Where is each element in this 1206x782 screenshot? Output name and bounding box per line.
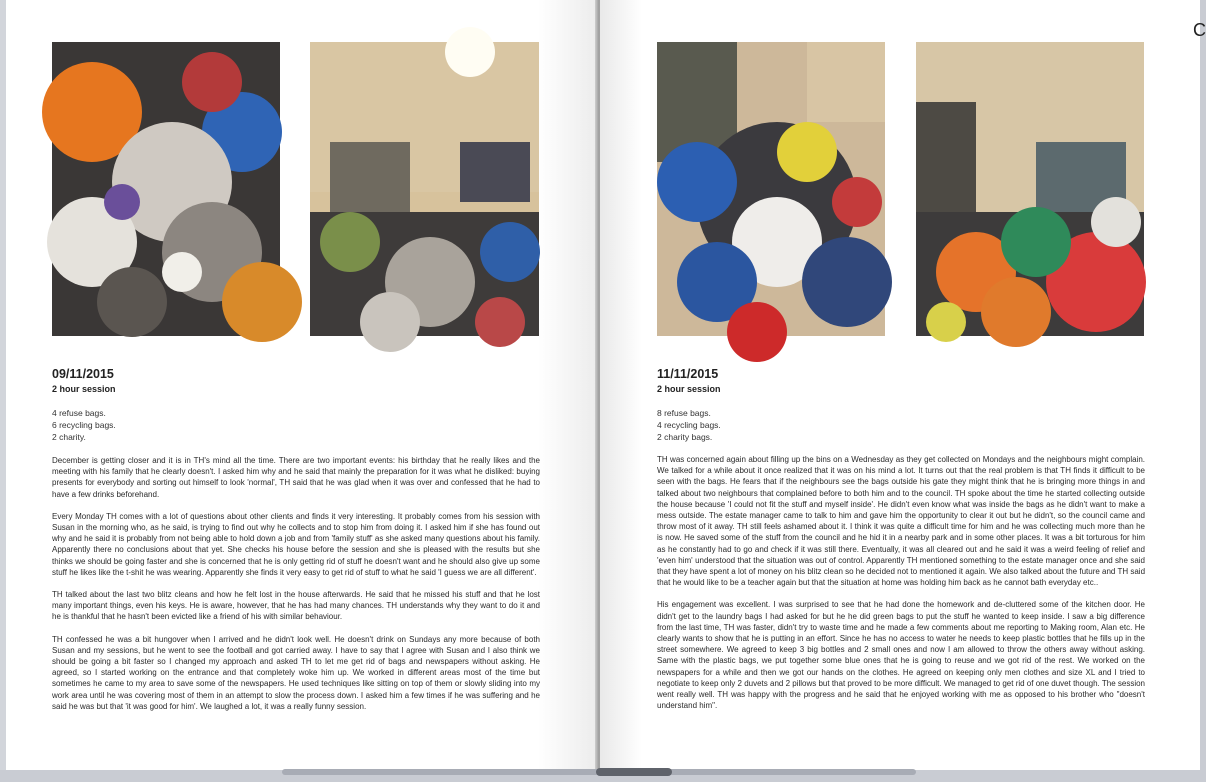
session-length: 2 hour session xyxy=(52,384,116,394)
paragraph: TH talked about the last two blitz cleans and how he felt lost in the house afterwards. He said that he missed his stuff and that he lost many important things, even his keys. He is aware, however, that he has had many chances. TH understands why they want to do it and he is thankful that he hasn't been evicted like a friend of his with similar behaviour. xyxy=(52,590,540,622)
tally-line: 4 refuse bags. xyxy=(52,408,106,418)
left-page xyxy=(6,0,597,770)
tally-line: 2 charity. xyxy=(52,432,86,442)
photo-clutter-closeup xyxy=(52,42,280,336)
photo-clutter-room-middle xyxy=(657,42,885,336)
session-length: 2 hour session xyxy=(657,384,721,394)
photo-clutter-room-left xyxy=(310,42,539,336)
right-page xyxy=(600,0,1206,770)
paragraph: TH was concerned again about filling up the bins on a Wednesday as they get collected on Mondays and the neighbours might complain. We talked for a while about it once realized that it was on his mind a lot. It turns out that the real problem is that TH finds it difficult to be seen with the bags. He fears that if the neighbours see the bags outside his gate they might think that he is bringing more things in and talked about two neighbours that complained before to both him and to the council. TH spoke about the time he started collecting outside the house because 'I could not fit the stuff and myself inside'. He didn't even know what was inside the bags as he didn't want to make a mess outside. The estate manager came to talk to him and gave him the opportunity to clear it out but he didn't, so the council came and throw most of it away. TH still feels ashamed about it. I think it was quite a difficult time for him and he was collecting much more than he is now. He saved some of the stuff from the council and he hid it in a nearby park and in some other places. It was a bit torturous for him as he constantly had to go and check if it was still there. Eventually, it was all cleared out and he said it was a weird feeling of relief and 'even him' understood that the situation was out of control. Apparently TH mentioned something to the estate manager once and she said that they have spent a lot of money on his blitz clean so he decided not to mentioned it again. We also talked about the future and TH said that he would like to be a teacher again but that the situation at home was holding him back as he cannot bath everyday etc.. xyxy=(657,455,1146,588)
bag-tally xyxy=(657,407,721,443)
photo-clutter-room-right xyxy=(916,42,1144,336)
tally-line: 4 recycling bags. xyxy=(657,420,721,430)
paragraph: December is getting closer and it is in TH's mind all the time. There are two important events: his birthday that he really likes and the meeting with his family that he clearly doesn't. I asked him why and he said that mainly the preparation for it was what he disliked: buying presents for everybody and sorting out himself to look 'normal', TH said that he was glad when it was over and confessed that he had to have a few drinks beforehand. xyxy=(52,456,540,499)
paragraph: His engagement was excellent. I was surprised to see that he had done the homework and de-cluttered some of the kitchen door. He didn't get to the laundry bags I had asked for but he he did green bags to put the stuff he wanted to keep inside. I saw a big difference from the last time, TH was faster, didn't try to waste time and he made a few comments about me reporting to Making room, Alan etc. He clearly wants to show that he is putting in an effort. Since he has no access to water he needs to keep plastic bottles that he fills up in the street somewhere. We agreed to keep 3 big bottles and 2 small ones and now I am allowed to throw the others away without asking. Same with the plastic bags, we put together some blue ones that he is going to reuse and we got rid of the rest. We worked on the newspapers for a while and then we got our hands on the clothes. He agreed on keeping only men clothes and size XL and I tried to negotiate to keep only 2 duvets and 2 pillows but that proved to be more difficult. We managed to get rid of one duvet though. The session went really well. TH was happy with the progress and he said that he enjoyed working with me as opposed to his brother who "doesn't understand him". xyxy=(657,600,1145,711)
entry-date: 09/11/2015 xyxy=(52,367,114,381)
tally-line: 6 recycling bags. xyxy=(52,420,116,430)
tally-line: 8 refuse bags. xyxy=(657,408,711,418)
paragraph: TH confessed he was a bit hungover when I arrived and he didn't look well. He doesn't drink on Sundays any more because of both Susan and my sessions, but he went to see the football and got carried away. I have to say that I agree with Susan and I also think we should be going a bit faster so I changed my approach and asked TH to let me get rid of bags and newspapers without asking. He agreed, so I started working on the entrance and that completely woke him up. We worked in different areas most of the time but sometimes he came to my area to save some of the newspapers. He used techniques like sitting on top of them or slowly sliding into my work area until he was covering most of them in an attempt to slow the process down. I asked him a few times if he was suffering and he said he was but that 'it was good for him'. We laughed a lot, it was a really funny session. xyxy=(52,634,540,711)
paragraph: Every Monday TH comes with a lot of questions about other clients and finds it very interesting. It probably comes from his session with Susan in the morning who, as he said, is trying to find out why he collects and to stop him from doing it. I asked him if she has found out why and he said it is probably from not being able to hold down a job and from 'family stuff' as she asked many questions about his family. Apparently there no conclusions about that yet. She checks his house before the session and she is pleased with the results but she thinks we should be going faster and she is concerned that he is only getting rid of stuff he doesn't want and he should also give up some stuff he likes like the t-shit he was wearing. Apparently she finds it very easy to get rid of stuff to what he said 'I guess we are all different'. xyxy=(52,511,540,577)
entry-body xyxy=(657,454,1145,722)
entry-body xyxy=(52,455,540,723)
edge-glyph: C xyxy=(1193,20,1206,40)
scrollbar-thumb[interactable] xyxy=(596,768,672,776)
entry-date: 11/11/2015 xyxy=(657,367,719,381)
tally-line: 2 charity bags. xyxy=(657,432,713,442)
bag-tally xyxy=(52,407,116,443)
